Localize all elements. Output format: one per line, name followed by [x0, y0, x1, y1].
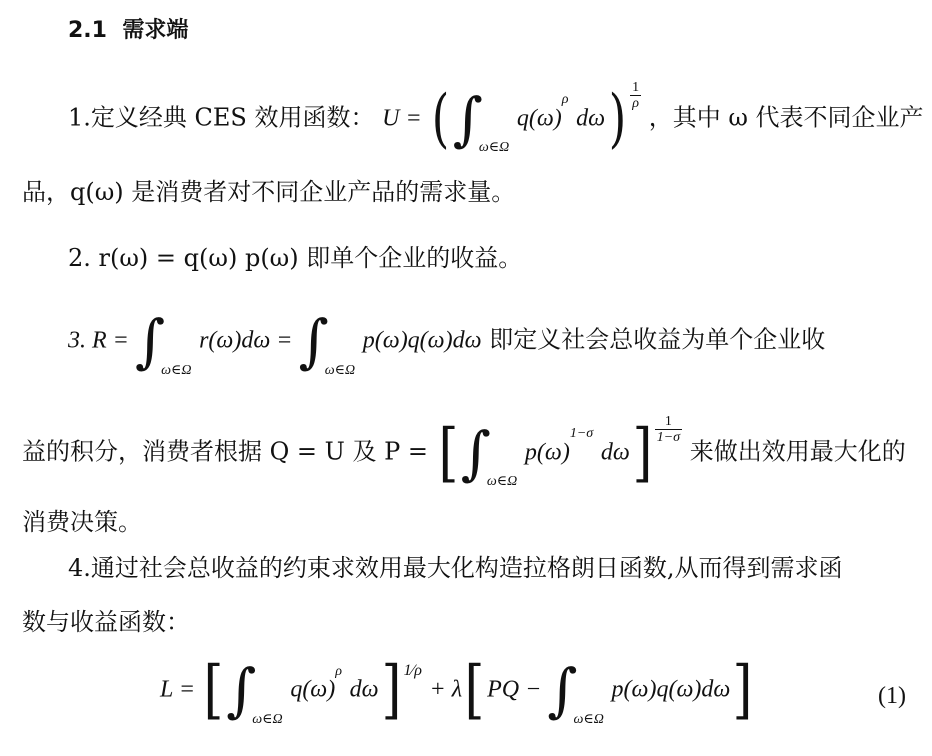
p4-line2: 数与收益函数：: [22, 608, 190, 636]
p3-line2-power: 1−σ: [569, 426, 594, 442]
eq1-plus-lambda: + λ: [429, 676, 463, 703]
p1-line2: 品，q(ω) 是消费者对不同企业产品的需求量。: [22, 178, 516, 206]
p1-u-eq: U =: [382, 105, 428, 132]
p1-domega: dω: [576, 105, 606, 132]
p3-right-bracket: ]: [632, 415, 653, 490]
eq1-integrand-2: p(ω)q(ω)dω: [611, 676, 731, 703]
p1-integral: ∫: [452, 84, 483, 153]
equation-1: [160, 653, 932, 727]
eq1-domega: dω: [349, 676, 379, 703]
p1-left-paren: (: [431, 81, 449, 156]
eq1-integrand-1: q(ω): [290, 676, 336, 703]
paragraph-4-line-1: [68, 556, 932, 580]
p3-line2-domega: dω: [600, 439, 630, 466]
p2-text: 2. r(ω) = q(ω) p(ω) 即单个企业的收益。: [68, 244, 523, 272]
p4-line1: 4.通过社会总收益的约束求效用最大化构造拉格朗日函数,从而得到需求函: [68, 554, 843, 582]
p1-prefix: 1.定义经典 CES 效用函数：: [68, 103, 375, 132]
paragraph-4-line-2: [22, 610, 932, 634]
section-number: 2.1: [68, 18, 107, 43]
p1-integral-sub: ω∈Ω: [478, 140, 510, 156]
p3-line2-suffix: 来做出效用最大化的: [689, 437, 906, 466]
eq1-pq: PQ −: [487, 676, 548, 703]
p3-suffix: 即定义社会总收益为单个企业收: [481, 325, 826, 354]
section-heading: [68, 20, 932, 42]
paragraph-3-line-1: [68, 307, 932, 378]
section-title: 需求端: [122, 18, 189, 43]
p3-line2-prefix: 益的积分，消费者根据 Q = U 及 P =: [22, 437, 436, 466]
p1-exponent: $\frac{1}{\rho}$: [632, 80, 640, 112]
eq1-right-bracket-2: ]: [732, 653, 753, 727]
p1-rho: ρ: [561, 92, 569, 108]
eq1-right-bracket-1: ]: [381, 653, 402, 727]
p3-integrand-1: r(ω)dω =: [199, 327, 299, 354]
eq1-integral-2-sub: ω∈Ω: [573, 711, 604, 727]
p1-right-paren: ): [608, 81, 627, 156]
p1-integrand: q(ω): [516, 105, 562, 132]
eq1-exponent: 1⁄ρ: [403, 661, 422, 679]
p3-line2-integrand: p(ω): [524, 439, 570, 466]
eq1-integral-1: ∫: [226, 656, 257, 724]
p3-integral-2-sub: ω∈Ω: [324, 362, 356, 378]
p3-line2-exponent: $\frac{1}{1-\sigma}$: [656, 414, 681, 446]
p3-integrand-2: p(ω)q(ω)dω: [362, 327, 482, 354]
eq1-lhs: L =: [160, 676, 202, 703]
p1-suffix: ，其中 ω 代表不同企业产: [648, 103, 924, 132]
eq1-integral-1-sub: ω∈Ω: [252, 711, 283, 727]
p3-line3: 消费决策。: [22, 508, 142, 536]
equation-number: (1): [878, 683, 906, 709]
paragraph-1-line-1: [68, 80, 932, 155]
eq1-left-bracket-1: [: [203, 653, 224, 727]
p3-line2-integral: ∫: [460, 418, 491, 487]
paragraph-3-line-3: [22, 510, 932, 534]
eq1-left-bracket-2: [: [464, 653, 485, 727]
paragraph-1-line-2: [22, 180, 932, 204]
p3-integral-1: ∫: [134, 307, 166, 375]
eq1-rho: ρ: [335, 663, 342, 679]
p3-left-bracket: [: [438, 415, 459, 490]
paragraph-3-line-2: [22, 414, 932, 489]
p3-line2-integral-sub: ω∈Ω: [486, 474, 518, 490]
p3-prefix: 3. R =: [68, 327, 135, 354]
paragraph-2: [68, 246, 932, 270]
p3-integral-2: ∫: [298, 307, 329, 375]
p3-integral-1-sub: ω∈Ω: [161, 362, 192, 378]
eq1-integral-2: ∫: [547, 656, 578, 724]
